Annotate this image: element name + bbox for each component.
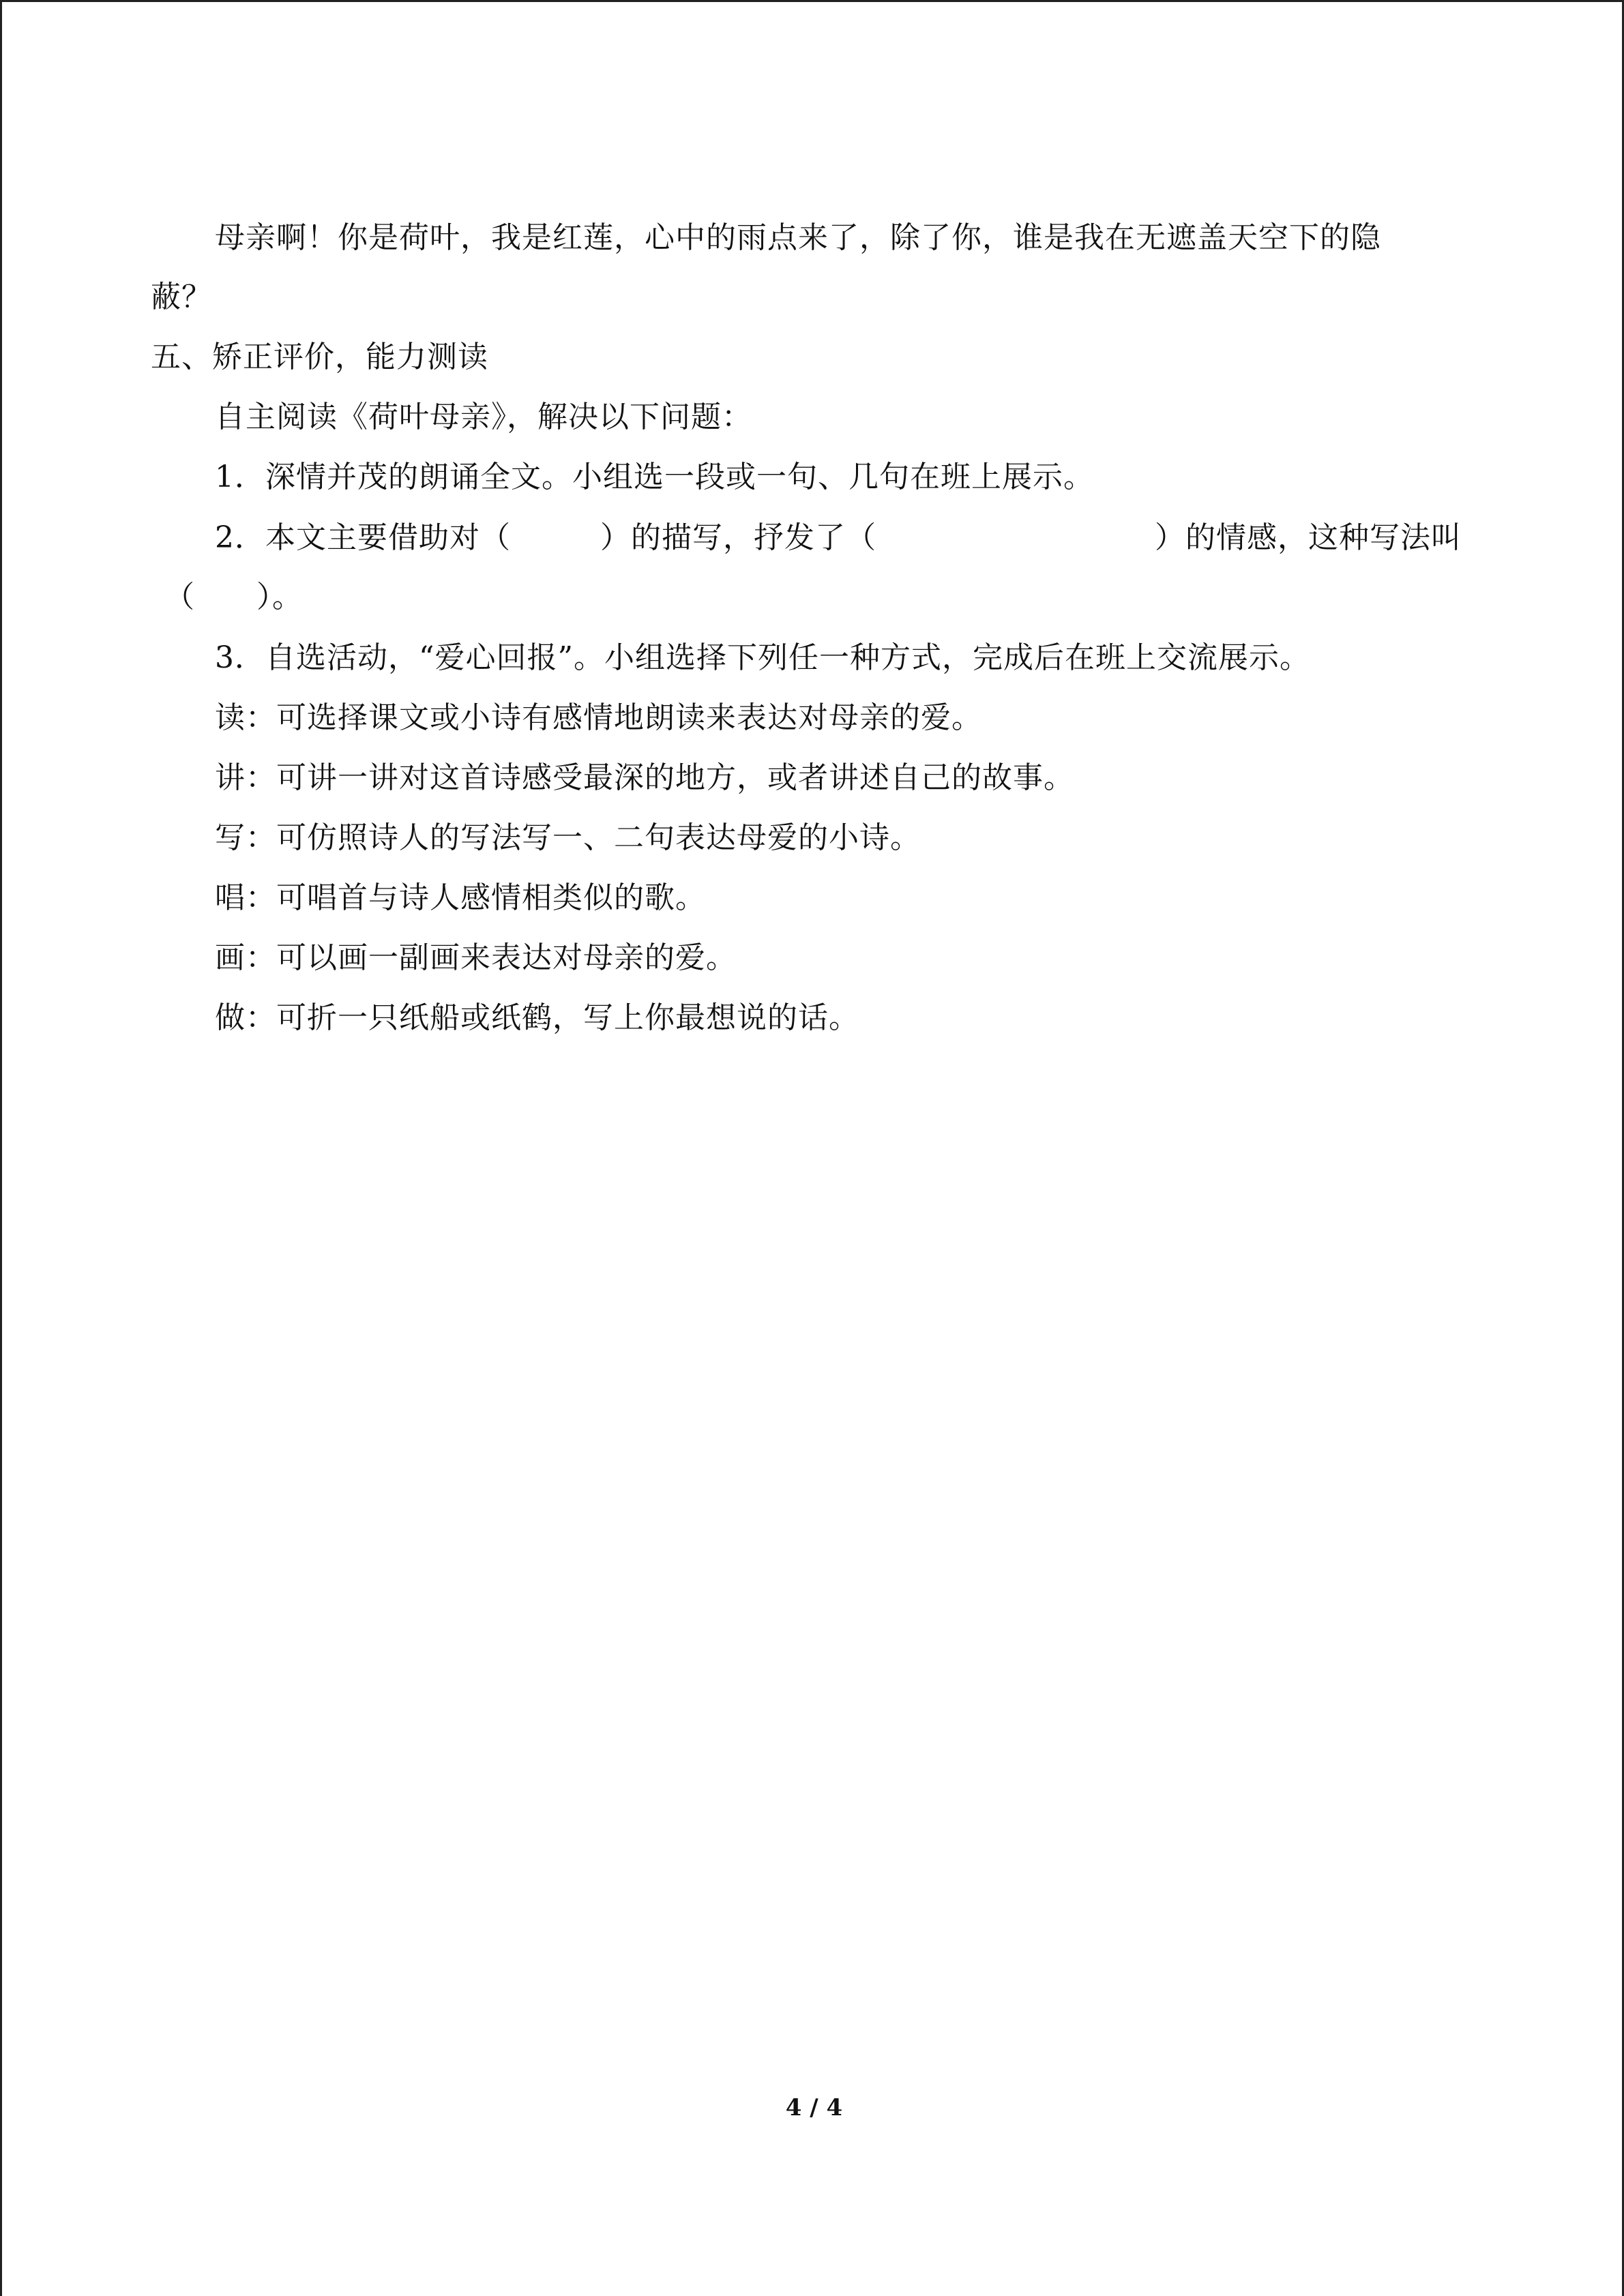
question-3: 3．自选活动，“爱心回报”。小组选择下列任一种方式，完成后在班上交流展示。 (215, 640, 1310, 675)
instruction-text: 自主阅读《荷叶母亲》，解决以下问题： (215, 400, 752, 434)
paragraph-line: 蔽？ (151, 280, 212, 314)
option-read: 读：可选择课文或小诗有感情地朗读来表达对母亲的爱。 (215, 700, 982, 735)
paragraph-line: 母亲啊！你是荷叶，我是红莲，心中的雨点来了，除了你，谁是我在无遮盖天空下的隐 (215, 220, 1381, 255)
option-sing: 唱：可唱首与诗人感情相类似的歌。 (215, 880, 706, 915)
page-number: 4 / 4 (785, 2094, 843, 2121)
question-2 (215, 518, 1483, 558)
option-make: 做：可折一只纸船或纸鹤，写上你最想说的话。 (215, 1000, 859, 1035)
option-draw: 画：可以画一副画来表达对母亲的爱。 (215, 940, 737, 975)
question-2-part-a: 2．本文主要借助对（ (215, 520, 511, 555)
option-speak: 讲：可讲一讲对这首诗感受最深的地方，或者讲述自己的故事。 (215, 760, 1074, 795)
question-2-line-2: （ ）。 (164, 580, 303, 614)
option-write: 写：可仿照诗人的写法写一、二句表达母爱的小诗。 (215, 820, 921, 855)
section-heading: 五、矫正评价，能力测读 (151, 340, 488, 374)
question-1: 1．深情并茂的朗诵全文。小组选一段或一句、几句在班上展示。 (215, 460, 1094, 494)
question-2-part-c: ）的情感，这种写法叫 (1155, 520, 1462, 555)
question-2-part-b: ）的描写，抒发了（ (600, 520, 876, 555)
